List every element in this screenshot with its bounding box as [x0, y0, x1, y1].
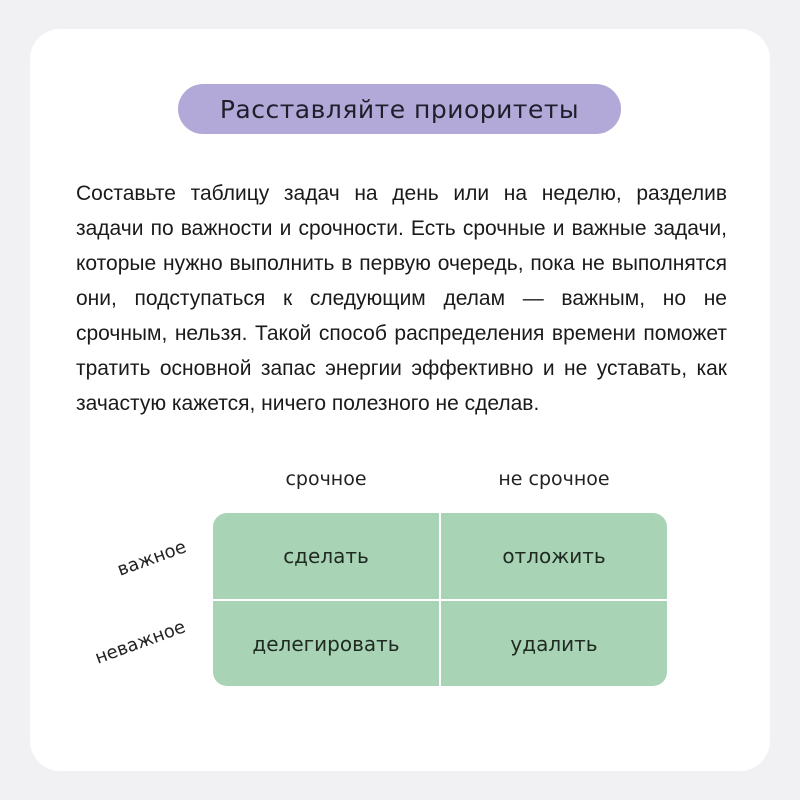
row-header-unimportant: неважное [92, 616, 189, 669]
matrix-cell-delete: удалить [510, 631, 598, 656]
matrix-cell-do: сделать [283, 544, 369, 568]
row-header-important: важное [114, 536, 190, 581]
title-badge [178, 84, 621, 134]
page-title: Расставляйте приоритеты [219, 94, 580, 124]
column-header-not-urgent: не срочное [498, 468, 610, 490]
body-paragraph: Составьте таблицу задач на день или на неделю, разделив задачи по важности и срочности. Есть срочные и важные задачи, которые нужно выполнить в первую очередь, пока не выполнятся они, подступаться к следующим делам — важным, но не срочным, нельзя. Такой способ распределения времени поможет тратить основной запас энергии эффективно и не уставать, как зачастую кажется, ничего полезного не сделав. [76, 182, 727, 415]
priority-matrix [213, 513, 667, 686]
matrix-cell-delegate: делегировать [252, 631, 400, 656]
column-header-urgent: срочное [285, 468, 367, 490]
matrix-cell-postpone: отложить [502, 544, 606, 568]
